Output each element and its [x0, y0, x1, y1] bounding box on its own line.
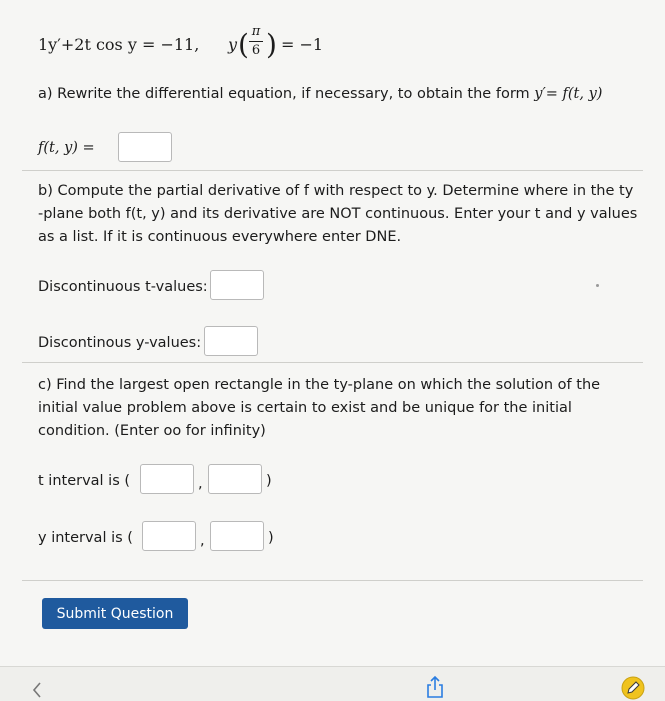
- y-interval-end-input[interactable]: [210, 521, 264, 551]
- ic-paren-open: (: [238, 28, 249, 61]
- y-interval-label: y interval is (: [38, 530, 133, 546]
- submit-question-button[interactable]: Submit Question: [42, 598, 188, 629]
- initial-condition-fn: y: [228, 35, 238, 54]
- discontinuous-y-input[interactable]: [204, 326, 258, 356]
- equation-lhs: 1y′+2t cos y = −11,: [38, 35, 200, 54]
- divider: [22, 362, 643, 363]
- bottom-toolbar: [0, 666, 665, 701]
- discontinuous-t-label: Discontinuous t-values:: [38, 279, 208, 295]
- ic-denominator: 6: [251, 43, 261, 58]
- discontinuous-t-input[interactable]: [210, 270, 264, 300]
- ic-fraction-bar: [249, 41, 263, 42]
- discontinuous-y-label: Discontinous y-values:: [38, 335, 202, 351]
- y-interval-comma: ,: [200, 533, 205, 549]
- chevron-left-icon[interactable]: [30, 681, 44, 699]
- ic-numerator: π: [251, 24, 261, 39]
- divider: [22, 170, 643, 171]
- t-interval-end-input[interactable]: [208, 464, 262, 494]
- part-c-line-3: condition. (Enter oo for infinity): [38, 423, 266, 439]
- compose-icon[interactable]: [620, 675, 646, 701]
- scroll-dot: [596, 284, 599, 287]
- ic-paren-close: ): [266, 28, 277, 61]
- part-c-line-1: c) Find the largest open rectangle in the ty-plane on which the solution of the: [38, 377, 601, 393]
- part-a-form: y′= f(t, y): [534, 86, 603, 102]
- t-interval-label: t interval is (: [38, 473, 131, 489]
- part-c-line-2: initial value problem above is certain to exist and be unique for the initial: [38, 400, 572, 416]
- part-b-line-1: b) Compute the partial derivative of f with respect to y. Determine where in the ty: [38, 183, 634, 199]
- divider: [22, 580, 643, 581]
- y-interval-close: ): [268, 530, 274, 546]
- part-b-line-2: -plane both f(t, y) and its derivative are NOT continuous. Enter your t and y values: [38, 206, 638, 222]
- share-icon[interactable]: [424, 675, 446, 699]
- ic-rhs: = −1: [281, 35, 324, 54]
- part-a-prompt: [38, 84, 602, 104]
- f-answer-input[interactable]: [118, 132, 172, 162]
- part-a-text: a) Rewrite the differential equation, if necessary, to obtain the form: [38, 86, 535, 102]
- f-label: f(t, y) =: [38, 140, 95, 156]
- y-interval-start-input[interactable]: [142, 521, 196, 551]
- t-interval-comma: ,: [198, 476, 203, 492]
- t-interval-close: ): [266, 473, 272, 489]
- t-interval-start-input[interactable]: [140, 464, 194, 494]
- part-b-line-3: as a list. If it is continuous everywhere enter DNE.: [38, 229, 402, 245]
